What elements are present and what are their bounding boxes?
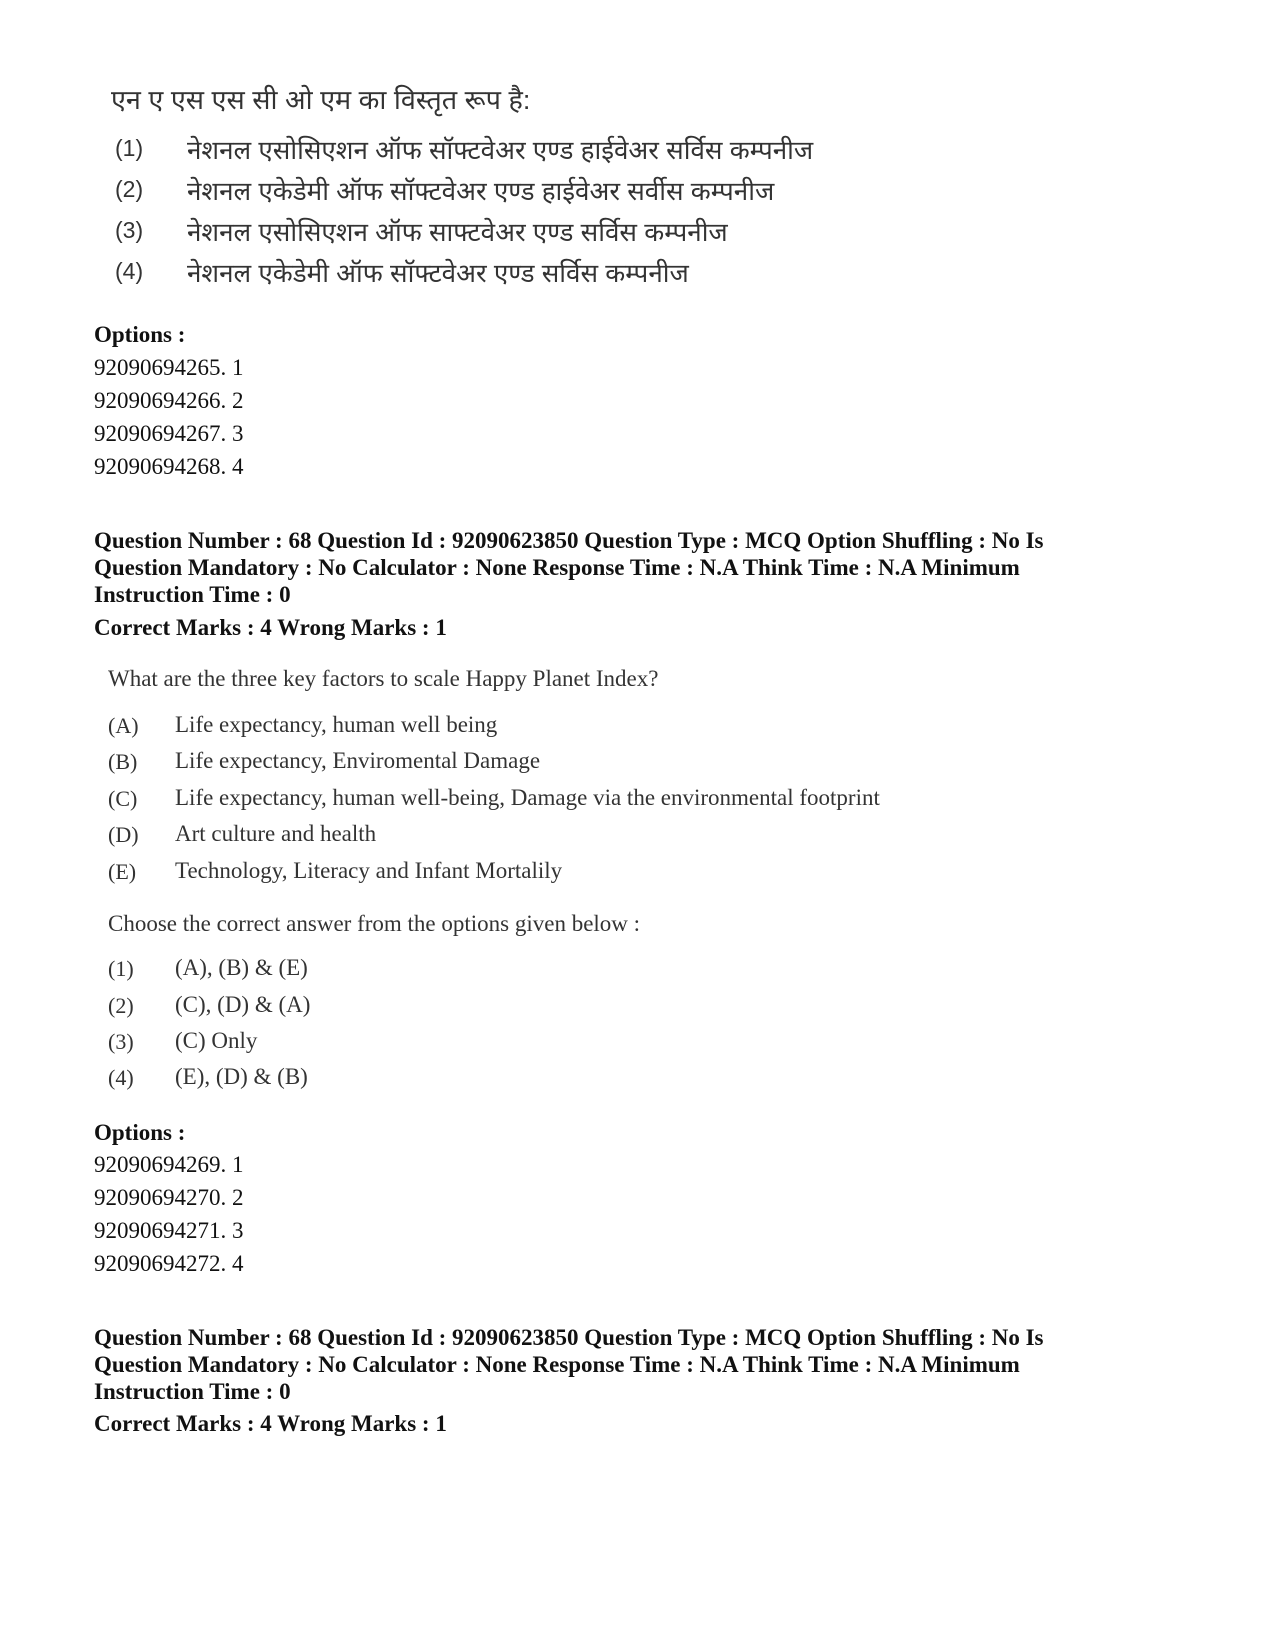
option-item: 92090694272. 4 (94, 1251, 244, 1276)
hindi-choice-number: (1) (115, 135, 144, 161)
choice-text: (C) Only (175, 1028, 258, 1053)
hindi-choice-number: (3) (115, 217, 144, 243)
option-item: 92090694265. 1 (94, 355, 244, 380)
meta-line: Question Number : 68 Question Id : 92090623850 Question Type : MCQ Option Shuffling : No Is (94, 1325, 1044, 1350)
choice-text: (E), (D) & (B) (175, 1064, 308, 1089)
meta-line: Question Mandatory : No Calculator : None Response Time : N.A Think Time : N.A Minimum (94, 1352, 1020, 1377)
option-item: 92090694269. 1 (94, 1152, 244, 1177)
choice-number: (1) (108, 956, 134, 981)
option-item: 92090694267. 3 (94, 421, 244, 446)
choice-number: (4) (108, 1065, 134, 1090)
hindi-choice-number: (2) (115, 176, 144, 202)
statement-label: (E) (108, 859, 137, 884)
option-item: 92090694266. 2 (94, 388, 244, 413)
choice-number: (3) (108, 1029, 134, 1054)
marks-line: Correct Marks : 4 Wrong Marks : 1 (94, 1411, 447, 1436)
meta-line: Instruction Time : 0 (94, 582, 291, 607)
meta-line: Question Mandatory : No Calculator : None Response Time : N.A Think Time : N.A Minimum (94, 555, 1020, 580)
hindi-choice-text: नेशनल एकेडेमी ऑफ सॉफ्टवेअर एण्ड सर्विस कम्पनीज (187, 258, 689, 288)
options-label: Options : (94, 322, 186, 347)
instruction-text: Choose the correct answer from the options given below : (108, 911, 641, 936)
statement-label: (D) (108, 822, 139, 847)
statement-text: Life expectancy, human well-being, Damage via the environmental footprint (175, 785, 880, 810)
choice-text: (C), (D) & (A) (175, 992, 311, 1017)
statement-label: (A) (108, 713, 139, 738)
option-item: 92090694271. 3 (94, 1218, 244, 1243)
choice-text: (A), (B) & (E) (175, 955, 308, 980)
statement-label: (B) (108, 749, 138, 774)
option-item: 92090694270. 2 (94, 1185, 244, 1210)
statement-text: Life expectancy, Enviromental Damage (175, 748, 541, 773)
statement-text: Art culture and health (175, 821, 377, 846)
marks-line: Correct Marks : 4 Wrong Marks : 1 (94, 615, 447, 640)
hindi-choice-text: नेशनल एसोसिएशन ऑफ साफ्टवेअर एण्ड सर्विस कम्पनीज (187, 217, 728, 247)
meta-line: Question Number : 68 Question Id : 92090623850 Question Type : MCQ Option Shuffling : No Is (94, 528, 1044, 553)
statement-text: Technology, Literacy and Infant Mortalily (175, 858, 563, 883)
hindi-choice-text: नेशनल एकेडेमी ऑफ सॉफ्टवेअर एण्ड हाईवेअर सर्वीस कम्पनीज (187, 176, 775, 206)
statement-text: Life expectancy, human well being (175, 712, 498, 737)
hindi-choice-number: (4) (115, 258, 144, 284)
question-text: What are the three key factors to scale Happy Planet Index? (108, 666, 659, 691)
choice-number: (2) (108, 993, 134, 1018)
hindi-question-title: एन ए एस एस सी ओ एम का विस्तृत रूप है: (111, 85, 531, 115)
options-label: Options : (94, 1120, 186, 1145)
meta-line: Instruction Time : 0 (94, 1379, 291, 1404)
hindi-choice-text: नेशनल एसोसिएशन ऑफ सॉफ्टवेअर एण्ड हाईवेअर सर्विस कम्पनीज (187, 135, 814, 165)
statement-label: (C) (108, 786, 138, 811)
option-item: 92090694268. 4 (94, 454, 244, 479)
